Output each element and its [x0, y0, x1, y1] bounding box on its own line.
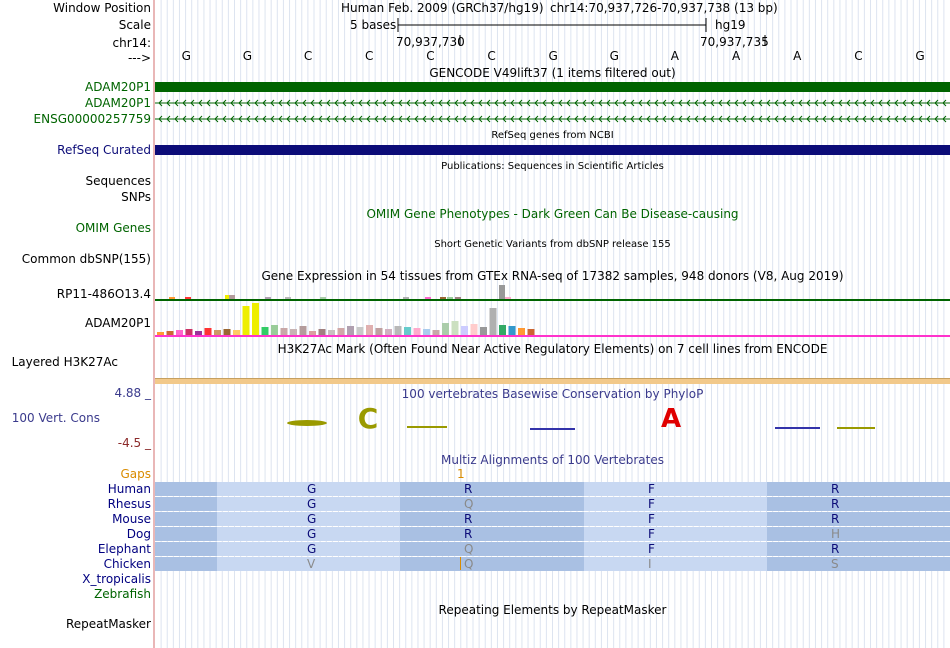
gencode-gene-label-2[interactable]: ADAM20P1	[85, 96, 151, 110]
scale-label: Scale	[118, 18, 151, 32]
gtex-tissue-bar	[433, 330, 440, 335]
gtex-expression-graph[interactable]	[155, 283, 950, 339]
assembly-text: Human Feb. 2009 (GRCh37/hg19)	[341, 1, 544, 15]
gtex-tissue-bar	[157, 332, 164, 335]
amino-acid: R	[831, 497, 840, 511]
refseq-track-title: RefSeq genes from NCBI	[491, 130, 614, 141]
amino-acid: R	[464, 512, 473, 526]
gtex-tissue-bar	[442, 323, 449, 335]
amino-acid: S	[831, 557, 839, 571]
gtex-tissue-bar	[328, 330, 335, 335]
cons-label[interactable]: 100 Vert. Cons	[11, 411, 100, 425]
species-label[interactable]: Dog	[126, 527, 151, 541]
gtex-tissue-bar	[320, 297, 326, 299]
cons-glyph-a: A	[660, 404, 682, 434]
gtex-tissue-bar	[499, 285, 505, 299]
amino-acid: I	[648, 557, 652, 571]
repeatmasker-label[interactable]: RepeatMasker	[65, 617, 151, 631]
gtex-tissue-bar	[403, 297, 409, 299]
sequences-label[interactable]: Sequences	[85, 174, 151, 188]
amino-acid: F	[648, 512, 655, 526]
gtex-tissue-bar	[414, 328, 421, 335]
gtex-tissue-bar	[404, 327, 411, 335]
refseq-label[interactable]: RefSeq Curated	[57, 143, 151, 157]
snps-label[interactable]: SNPs	[121, 190, 151, 204]
repeatmasker-track-title: Repeating Elements by RepeatMasker	[438, 603, 667, 617]
scale-bases-text: 5 bases	[350, 18, 397, 32]
gaps-label[interactable]: Gaps	[120, 467, 151, 481]
base-letter: G	[915, 49, 925, 63]
gtex-tissue-bar	[447, 297, 453, 299]
conservation-logo[interactable]	[155, 400, 950, 436]
gencode-gene-label-3[interactable]: ENSG00000257759	[33, 112, 151, 126]
species-label[interactable]: Elephant	[97, 542, 151, 556]
species-label[interactable]: Chicken	[103, 557, 151, 571]
base-letter: C	[365, 49, 374, 63]
gtex-tissue-bar	[271, 325, 278, 335]
alignment-row	[155, 542, 950, 556]
amino-acid: G	[307, 542, 317, 556]
species-label[interactable]: Zebrafish	[94, 587, 151, 601]
dbsnp-label[interactable]: Common dbSNP(155)	[21, 252, 151, 266]
gtex-tissue-bar	[376, 328, 383, 335]
h3k27ac-signal-bar[interactable]	[155, 378, 950, 384]
conservation-track-title: 100 vertebrates Basewise Conservation by PhyloP	[401, 387, 704, 401]
gtex-tissue-bar	[233, 330, 240, 335]
cons-glyph-c: C	[357, 402, 379, 435]
gtex-tissue-bar	[186, 329, 193, 335]
h3k27ac-label[interactable]: Layered H3K27Ac	[11, 355, 118, 369]
gencode-track-title: GENCODE V49lift37 (1 items filtered out)	[429, 66, 676, 80]
base-letter: C	[303, 49, 313, 63]
gtex-tissue-bar	[290, 329, 297, 335]
gtex-tissue-bar	[425, 297, 431, 299]
gtex-tissue-bar	[471, 324, 478, 335]
amino-acid: G	[307, 512, 317, 526]
omim-label[interactable]: OMIM Genes	[75, 221, 151, 235]
cons-min-label: -4.5 _	[117, 436, 151, 450]
alignment-row	[155, 482, 950, 496]
gtex-tissue-bar	[243, 306, 250, 335]
gtex-tissue-bar	[319, 329, 326, 335]
gtex-tissue-bar	[452, 321, 459, 335]
gtex-tissue-bar	[185, 297, 191, 299]
gtex-tissue-bar	[505, 297, 511, 299]
gtex-tissue-bar	[385, 329, 392, 335]
gap-count-text: 1	[457, 467, 465, 481]
base-letter: C	[426, 49, 435, 63]
gencode-gene-line-2[interactable]	[155, 97, 950, 109]
amino-acid: H	[831, 527, 841, 541]
gtex-tissue-bar	[195, 331, 202, 335]
amino-acid: F	[648, 542, 655, 556]
base-letter: C	[854, 49, 863, 63]
amino-acid: R	[464, 527, 473, 541]
amino-acid: G	[307, 527, 317, 541]
amino-acid: Q	[464, 497, 474, 511]
base-letter: G	[548, 49, 558, 63]
amino-acid: F	[648, 482, 655, 496]
gtex-tissue-bar	[338, 328, 345, 335]
amino-acid: Q	[464, 542, 474, 556]
alignment-row	[155, 497, 950, 511]
gtex-track-title: Gene Expression in 54 tissues from GTEx RNA-seq of 17382 samples, 948 donors (V8, Aug 2019)	[261, 269, 844, 283]
chrom-label: chr14:	[112, 36, 151, 50]
gtex-tissue-bar	[309, 331, 316, 335]
base-letter: A	[731, 49, 741, 63]
alignment-row	[155, 557, 950, 571]
refseq-gene-bar[interactable]	[155, 145, 950, 155]
gtex-tissue-bar	[528, 329, 535, 335]
amino-acid: R	[831, 482, 840, 496]
gencode-gene-label-1[interactable]: ADAM20P1	[85, 80, 151, 94]
publications-track-title: Publications: Sequences in Scientific Articles	[441, 161, 664, 172]
gtex-tissue-bar	[423, 329, 430, 335]
h3k27ac-track-title: H3K27Ac Mark (Often Found Near Active Regulatory Elements) on 7 cell lines from ENCODE	[277, 342, 828, 356]
gtex-tissue-bar	[461, 326, 468, 335]
base-letter: A	[793, 49, 802, 63]
gtex-tissue-bar	[366, 325, 373, 335]
gtex-tissue-bar	[347, 326, 354, 335]
base-letter: G	[242, 49, 253, 63]
scale-db-text: hg19	[715, 18, 746, 32]
base-sequence-row	[155, 49, 950, 63]
gap-marker	[460, 557, 461, 570]
amino-acid: Q	[464, 557, 474, 571]
gtex-tissue-bar	[214, 330, 221, 335]
gtex-tissue-bar	[205, 328, 212, 335]
multiz-alignment[interactable]	[155, 482, 950, 572]
gtex-tissue-bar	[509, 326, 516, 335]
alignment-row	[155, 527, 950, 541]
species-label[interactable]: X_tropicalis	[82, 572, 151, 586]
gtex-tissue-bar	[265, 297, 271, 299]
gtex-tissue-bar	[480, 327, 487, 335]
gtex-tissue-bar	[176, 330, 183, 335]
multiz-track-title: Multiz Alignments of 100 Vertebrates	[440, 453, 665, 467]
cons-max-label: 4.88 _	[114, 386, 151, 400]
strand-arrow-label[interactable]: --->	[127, 51, 151, 65]
species-label[interactable]: Rhesus	[107, 497, 151, 511]
gtex-tissue-bar	[357, 327, 364, 335]
amino-acid: R	[831, 512, 840, 526]
gtex-tissue-bar	[169, 297, 175, 299]
position-text: chr14:70,937,726-70,937,738 (13 bp)	[550, 1, 778, 15]
base-letter: C	[487, 49, 496, 63]
gtex-tissue-bar	[440, 297, 446, 299]
gtex-tissue-bar	[252, 303, 259, 335]
gtex-tissue-bar	[224, 329, 231, 335]
gtex-tissue-bar	[229, 295, 235, 299]
coordinate-ruler	[155, 32, 950, 50]
window-position-label: Window Position	[53, 1, 151, 15]
amino-acid: F	[648, 497, 655, 511]
gtex-tissue-bar	[285, 297, 291, 299]
gtex-gene-label-2[interactable]: ADAM20P1	[85, 316, 151, 330]
track-label-column	[0, 0, 153, 648]
gtex-tissue-bar	[300, 326, 307, 335]
base-letter: G	[609, 49, 619, 63]
gtex-gene-label-1[interactable]: RP11-486O13.4	[56, 287, 151, 301]
amino-acid: G	[307, 497, 317, 511]
omim-track-title: OMIM Gene Phenotypes - Dark Green Can Be Disease-causing	[366, 207, 739, 221]
base-letter: A	[670, 49, 680, 63]
gtex-tissue-bar	[262, 327, 269, 335]
amino-acid: R	[831, 542, 840, 556]
amino-acid: G	[307, 482, 317, 496]
base-letter: G	[181, 49, 191, 63]
browser-image[interactable]	[155, 0, 950, 648]
gencode-gene-bar-1[interactable]	[155, 82, 950, 92]
dbsnp-track-title: Short Genetic Variants from dbSNP release 155	[434, 239, 671, 250]
gtex-tissue-bar	[499, 325, 506, 335]
coord-left-text: 70,937,730	[396, 35, 465, 49]
gtex-tissue-bar	[518, 328, 525, 335]
species-label[interactable]: Mouse	[112, 512, 151, 526]
coord-right-text: 70,937,735	[700, 35, 769, 49]
species-label[interactable]: Human	[107, 482, 151, 496]
gtex-tissue-bar	[281, 328, 288, 335]
amino-acid: F	[648, 527, 655, 541]
alignment-row	[155, 512, 950, 526]
gtex-tissue-bar	[490, 308, 497, 335]
gtex-tissue-bar	[455, 297, 461, 299]
gencode-gene-line-3[interactable]	[155, 113, 950, 125]
gtex-tissue-bar	[395, 326, 402, 335]
gtex-tissue-bar	[167, 331, 174, 335]
amino-acid: V	[307, 557, 316, 571]
amino-acid: R	[464, 482, 473, 496]
